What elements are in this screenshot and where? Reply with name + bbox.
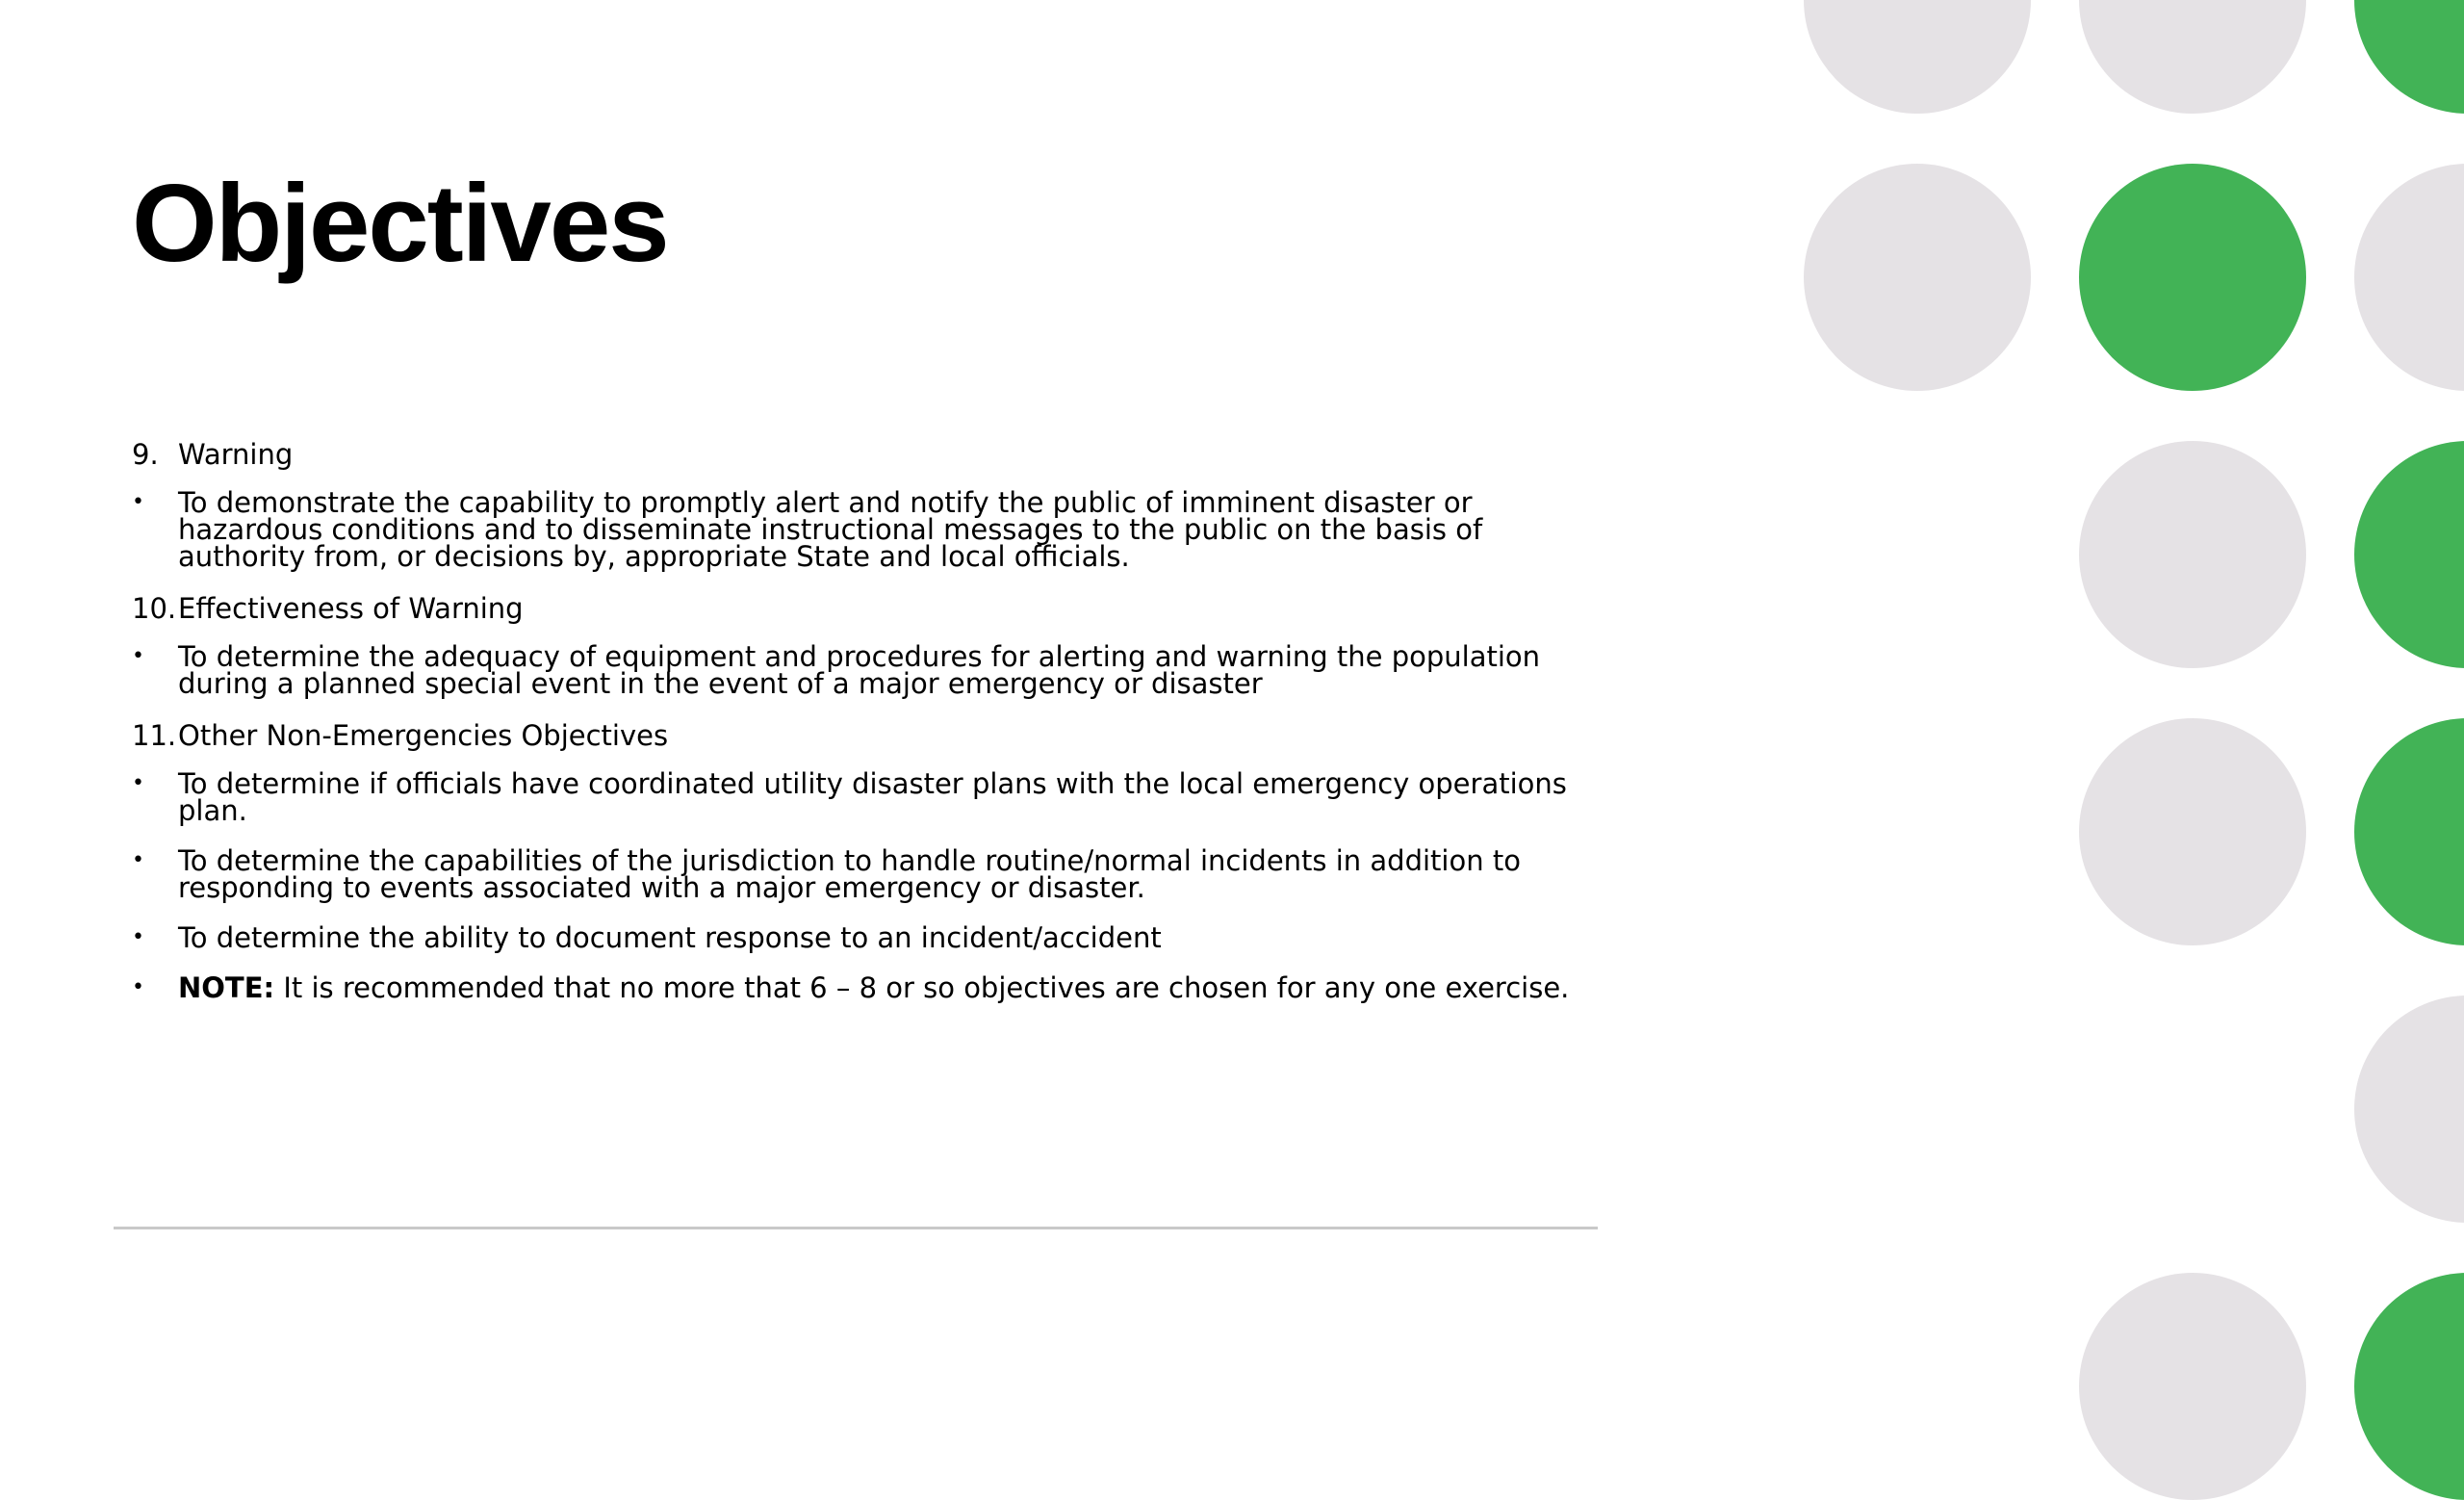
bullet-text: It is recommended that no more that 6 – 8 or so objectives are chosen for any one exercise. [274, 971, 1570, 1004]
section-heading-text: Warning [178, 438, 294, 471]
decorative-circle [2354, 0, 2464, 114]
bullet-item [132, 640, 1576, 700]
section-number: 10. [132, 592, 177, 625]
decorative-circle [1804, 164, 2031, 391]
decorative-circle [2354, 718, 2464, 945]
bullet-item [132, 921, 1576, 954]
bullet-icon: • [132, 490, 144, 514]
bullet-text: To determine if officials have coordinated utility disaster plans with the local emergency operations plan. [178, 767, 1567, 827]
section-heading-text: Other Non-Emergencies Objectives [178, 719, 669, 752]
objectives-content [132, 439, 1576, 1024]
decorative-circle [2354, 441, 2464, 668]
slide-title: Objectives [132, 163, 668, 285]
bullet-text: To determine the capabilities of the jurisdiction to handle routine/normal incidents in addition to responding to events associated with a major emergency or disaster. [178, 844, 1521, 904]
decorative-circle [2079, 164, 2306, 391]
bullet-item-note [132, 971, 1576, 1004]
section-number: 9. [132, 438, 159, 471]
section-heading [132, 439, 1576, 470]
decorative-circle [2354, 996, 2464, 1223]
section-number: 11. [132, 719, 177, 752]
decorative-circle [2354, 1273, 2464, 1500]
bullet-item [132, 767, 1576, 827]
decorative-circle [1804, 0, 2031, 114]
note-label: NOTE: [178, 971, 275, 1004]
decorative-circle [2079, 718, 2306, 945]
section-heading-text: Effectiveness of Warning [178, 592, 524, 625]
section-heading [132, 593, 1576, 624]
bullet-icon: • [132, 925, 144, 949]
bullet-text: To determine the ability to document response to an incident/accident [178, 921, 1162, 954]
decorative-circle [2079, 0, 2306, 114]
bullet-icon: • [132, 848, 144, 872]
bullet-item [132, 486, 1576, 573]
bullet-icon: • [132, 771, 144, 795]
section-heading [132, 720, 1576, 751]
bullet-item [132, 844, 1576, 904]
decorative-circle [2354, 164, 2464, 391]
decorative-circle [2079, 441, 2306, 668]
bullet-text: To determine the adequacy of equipment and procedures for alerting and warning the population during a planned special event in the event of a major emergency or disaster [178, 640, 1541, 700]
bullet-icon: • [132, 644, 144, 668]
decorative-circle [2079, 1273, 2306, 1500]
footer-divider [114, 1227, 1598, 1229]
bullet-text: To demonstrate the capability to promptly alert and notify the public of imminent disaster or hazardous conditions and to disseminate instructional messages to the public on the basis of authority from, or decisions by, appropriate State and local officials. [178, 486, 1483, 573]
bullet-icon: • [132, 975, 144, 999]
